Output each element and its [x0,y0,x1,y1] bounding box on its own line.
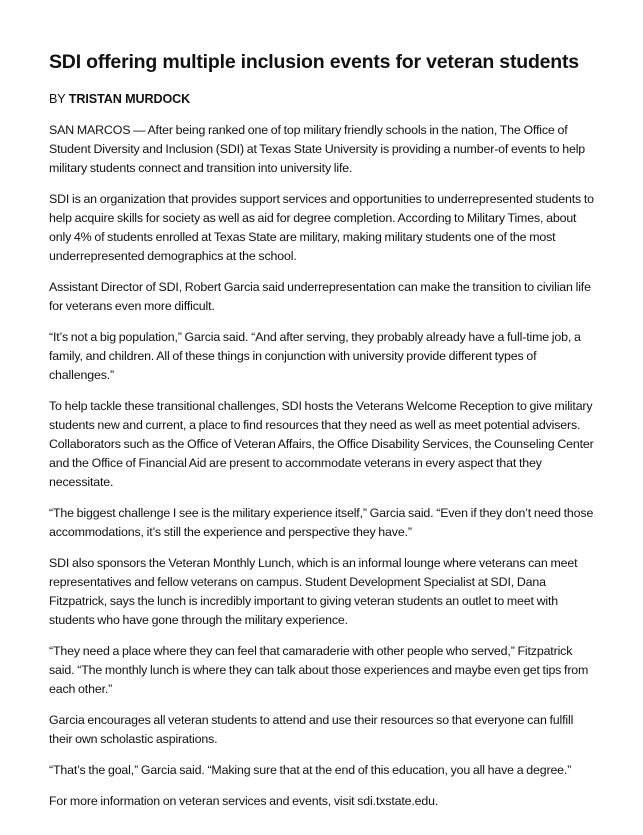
article-paragraph-2: SDI is an organization that provides support services and opportunities to underrepresented students to help acquire skills for society as well as aid for degree completion. According to Military Times, about only 4% of students enrolled at Texas State are military, making military students one of the most underrepresented demographics at the school. [49,192,594,263]
article-byline [49,91,599,107]
article-paragraph-7: SDI also sponsors the Veteran Monthly Lunch, which is an informal lounge where veterans can meet representatives and fellow veterans on campus. Student Development Specialist at SDI, Dana Fitzpatrick, says the lunch is incredibly important to giving veteran students an outlet to meet with students who have gone through the military experience. [49,556,578,627]
article-paragraph-10: “That’s the goal,” Garcia said. “Making sure that at the end of this education, you all have a degree.” [49,763,572,777]
article-paragraph-6: “The biggest challenge I see is the military experience itself,” Garcia said. “Even if they don’t need those accommodations, it’s still the experience and perspective they have.” [49,506,594,539]
article-paragraph-8: “They need a place where they can feel that camaraderie with other people who served,” Fitzpatrick said. “The monthly lunch is where they can talk about those experiences and maybe even get tips from each other.” [49,644,589,696]
article-paragraph-3: Assistant Director of SDI, Robert Garcia said underrepresentation can make the transition to civilian life for veterans even more difficult. [49,280,591,313]
article-paragraph-11: For more information on veteran services and events, visit sdi.txstate.edu. [49,794,439,808]
article-headline: SDI offering multiple inclusion events for veteran students [49,51,579,73]
byline-author: TRISTAN MURDOCK [68,92,191,106]
byline-prefix: BY [49,92,69,106]
article-paragraph-5: To help tackle these transitional challenges, SDI hosts the Veterans Welcome Reception to give military students new and current, a place to find resources that they need as well as meet potential advisers. Collaborators such as the Office of Veteran Affairs, the Office Disability Services, the Counseling Center and the Office of Financial Aid are present to accommodate veterans in every aspect that they necessitate. [49,399,594,489]
article-paragraph-4: “It’s not a big population,” Garcia said. “And after serving, they probably already have a full-time job, a family, and children. All of these things in conjunction with university provide different types of challenges.” [49,330,581,382]
article-paragraph-9: Garcia encourages all veteran students to attend and use their resources so that everyone can fulfill their own scholastic aspirations. [49,713,574,746]
article-paragraph-1: SAN MARCOS — After being ranked one of top military friendly schools in the nation, The Office of Student Diversity and Inclusion (SDI) at Texas State University is providing a number-of events to help military students connect and transition into university life. [49,123,586,175]
